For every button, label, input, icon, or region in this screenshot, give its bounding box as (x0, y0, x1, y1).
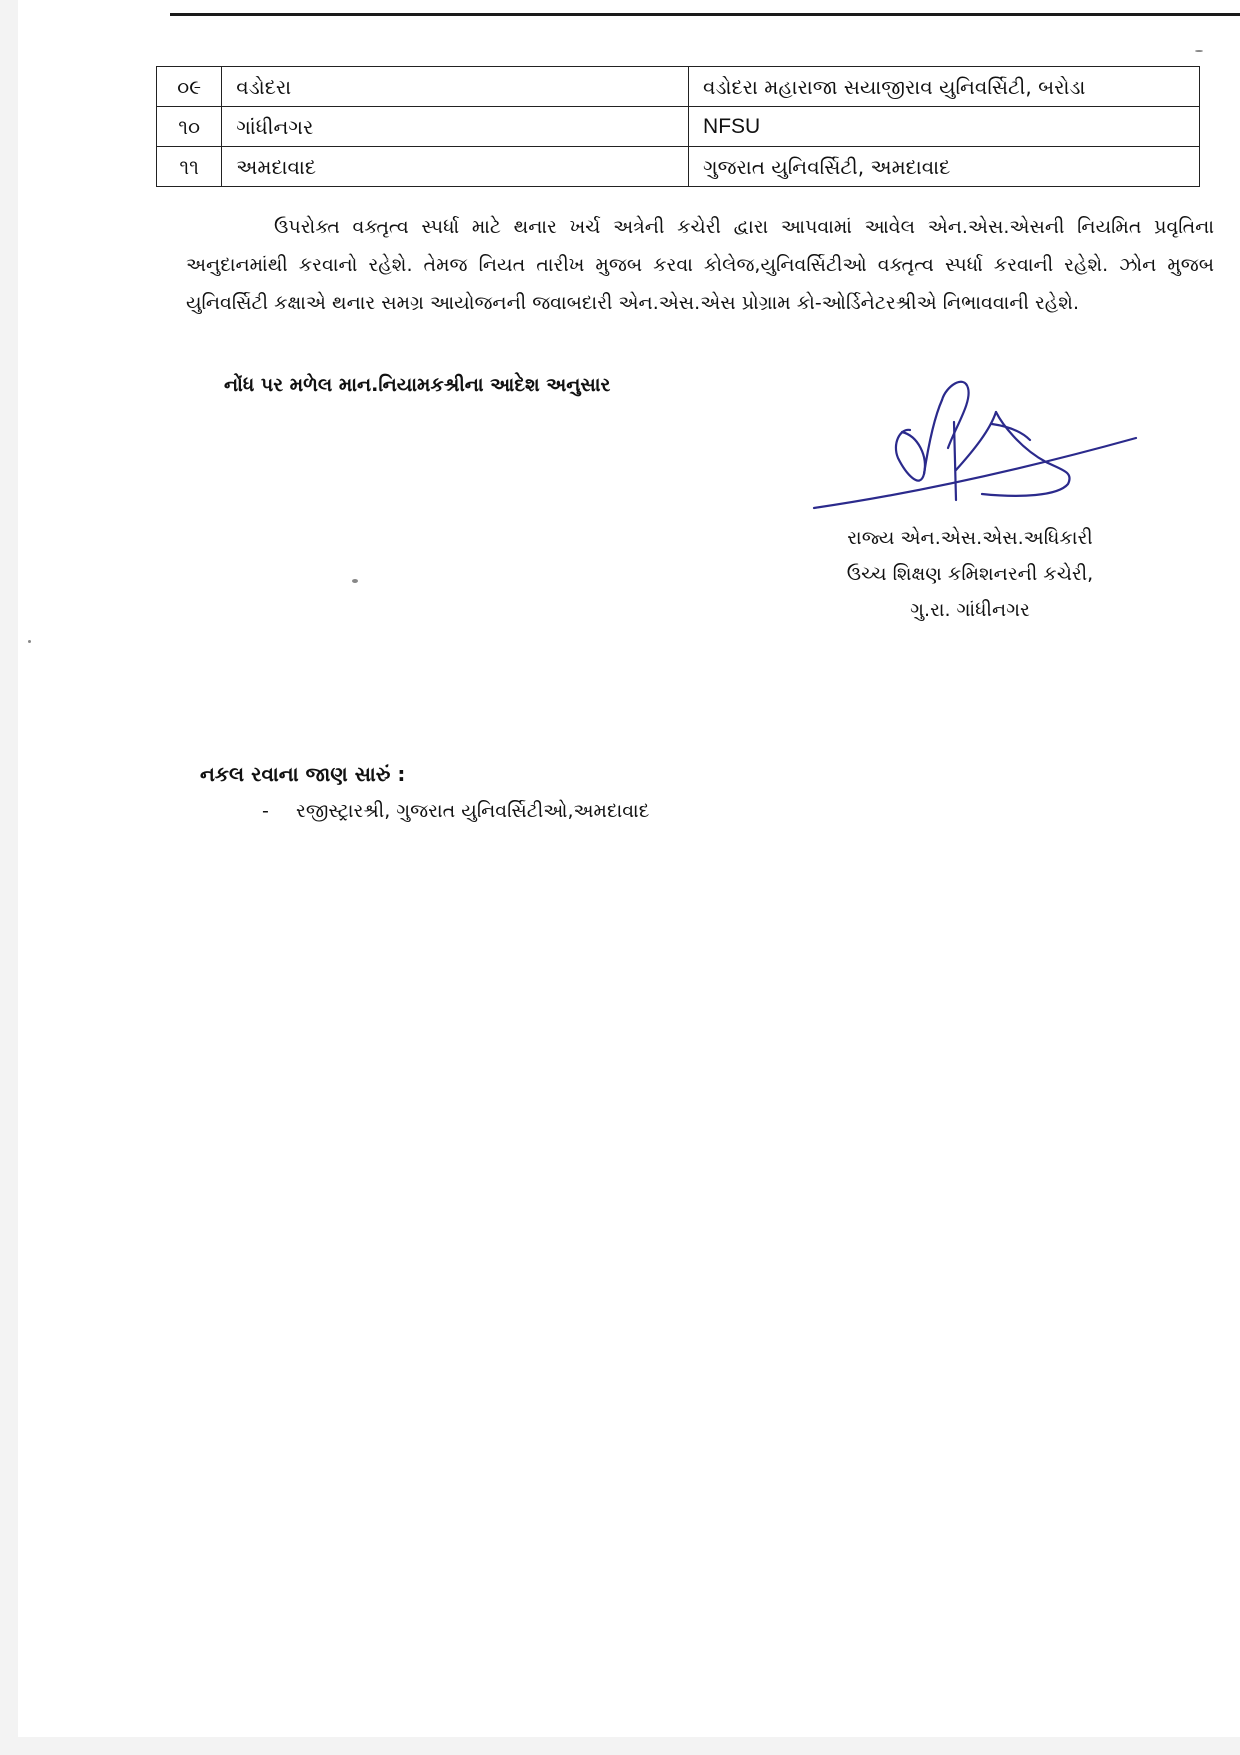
university-cell: ગુજરાત યુનિવર્સિટી, અમદાવાદ (689, 147, 1200, 187)
row-number: ૦૯ (157, 67, 222, 107)
copy-recipient-item (262, 800, 649, 822)
signatory-designation: રાજ્ય એન.એસ.એસ.અધિકારી (847, 527, 1093, 549)
district-cell: વડોદરા (222, 67, 689, 107)
university-cell: NFSU (689, 107, 1200, 147)
row-number: ૧૧ (157, 147, 222, 187)
table-row (157, 107, 1200, 147)
row-number: ૧૦ (157, 107, 222, 147)
table-row (157, 67, 1200, 107)
district-cell: ગાંધીનગર (222, 107, 689, 147)
list-dash: - (262, 800, 269, 822)
scan-speck (352, 579, 358, 583)
scan-speck (28, 640, 31, 643)
signatory-block (800, 520, 1140, 628)
scan-bottom-margin (0, 1737, 1240, 1755)
order-note: નોંધ પર મળેલ માન.નિયામકશ્રીના આદેશ અનુસાર (224, 374, 611, 396)
university-cell: વડોદરા મહારાજા સયાજીરાવ યુનિવર્સિટી, બરોડા (689, 67, 1200, 107)
copy-to-heading: નકલ રવાના જાણ સારું : (200, 762, 406, 786)
district-cell: અમદાવાદ (222, 147, 689, 187)
body-paragraph: ઉપરોક્ત વક્તૃત્વ સ્પર્ધા માટે થનાર ખર્ચ અત્રેની કચેરી દ્વારા આપવામાં આવેલ એન.એસ.એસની નિયમિત પ્રવૃતિના અનુદાનમાંથી કરવાનો રહેશે. તેમજ નિયત તારીખ મુજબ કરવા કોલેજ,યુનિવર્સિટીઓ વક્તૃત્વ સ્પર્ધા કરવાની રહેશે. ઝોન મુજબ યુનિવર્સિટી કક્ષાએ થનાર સમગ્ર આયોજનની જવાબદારી એન.એસ.એસ પ્રોગ્રામ કો-ઓર્ડિનેટરશ્રીએ નિભાવવાની રહેશે. (186, 216, 1214, 314)
scan-left-margin (0, 0, 18, 1755)
handwritten-signature (806, 378, 1146, 518)
scan-top-edge (170, 13, 1240, 16)
table-row (157, 147, 1200, 187)
university-zone-table (156, 66, 1200, 187)
signatory-office: ઉચ્ચ શિક્ષણ કમિશનરની કચેરી, (846, 563, 1094, 585)
copy-recipient-text: રજીસ્ટ્રારશ્રી, ગુજરાત યુનિવર્સિટીઓ,અમદાવાદ (296, 800, 650, 822)
scan-speck (1195, 50, 1203, 52)
signatory-location: ગુ.રા. ગાંધીનગર (910, 599, 1030, 621)
